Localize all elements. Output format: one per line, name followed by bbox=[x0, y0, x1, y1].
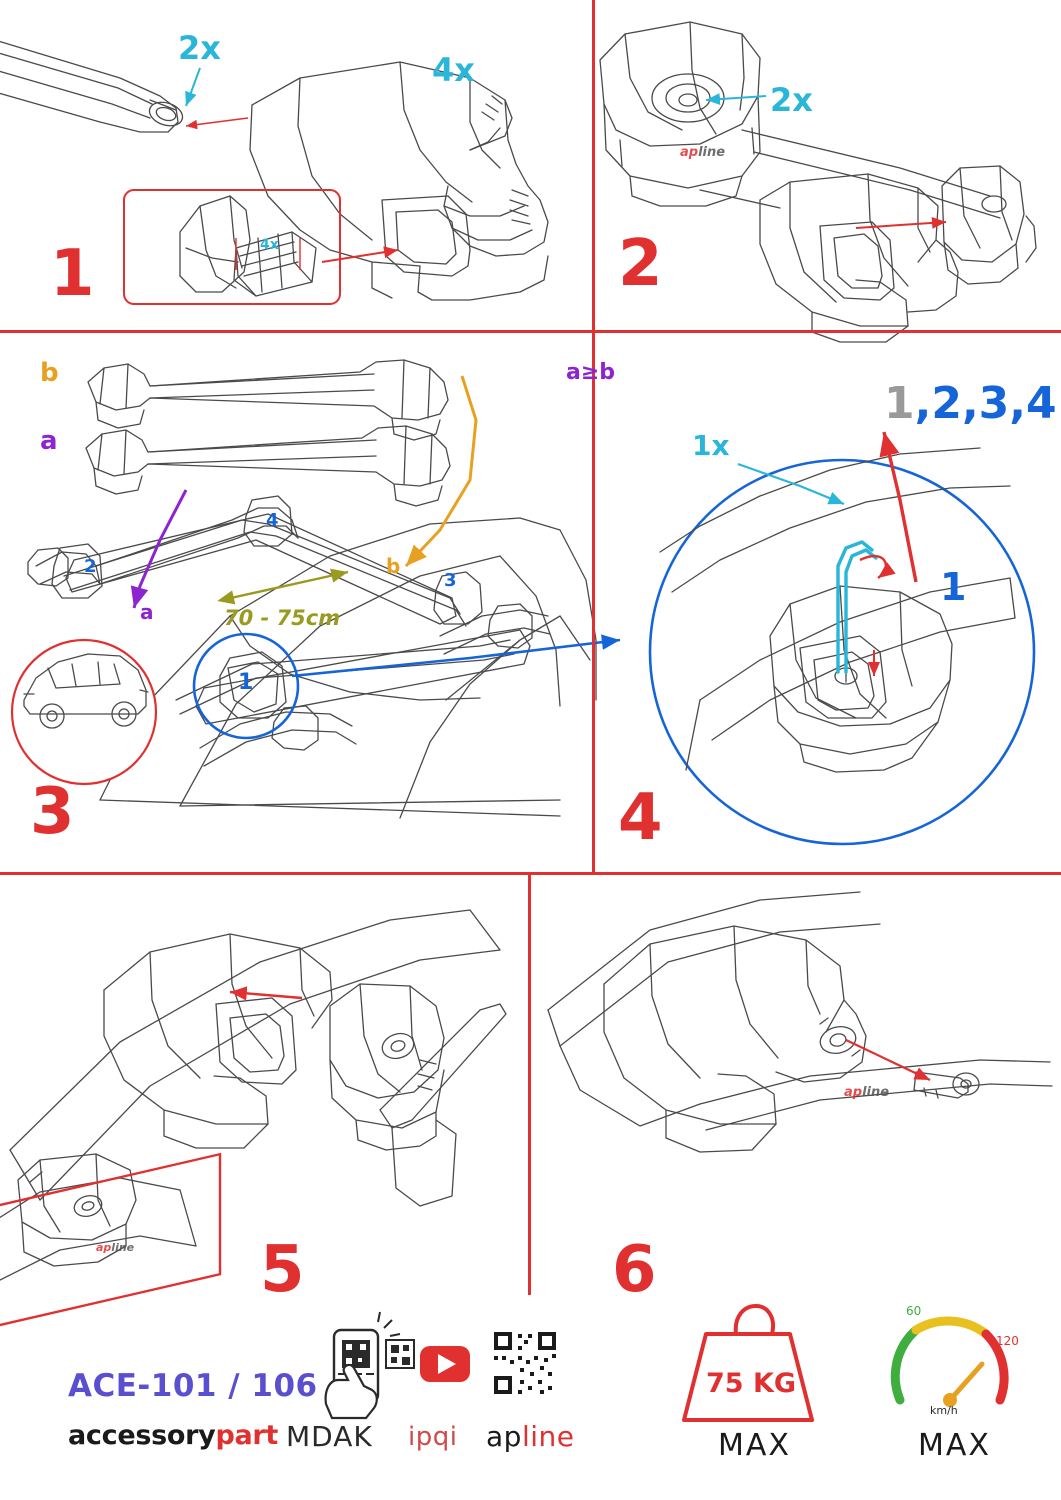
label-bar-b-callout: b bbox=[386, 554, 401, 578]
brand-apline-b: line bbox=[521, 1420, 575, 1453]
brand-ipqi: ipqi bbox=[408, 1422, 458, 1452]
max-speed-caption: MAX bbox=[918, 1428, 991, 1463]
step-number-6: 6 bbox=[612, 1233, 656, 1307]
sequence-part-sep: , bbox=[914, 378, 932, 429]
label-tightening-sequence bbox=[884, 378, 1057, 429]
label-key-quantity: 1x bbox=[692, 429, 730, 462]
label-bar-a: a bbox=[40, 426, 58, 456]
divider-row1 bbox=[0, 330, 1061, 333]
brand-accessorypart-a: accessory bbox=[68, 1420, 216, 1451]
label-tighten-current: 1 bbox=[940, 565, 967, 609]
step-number-4: 4 bbox=[618, 781, 662, 855]
label-bar-spacing: 70 - 75cm bbox=[224, 606, 341, 630]
step-number-3: 3 bbox=[30, 775, 74, 849]
divider-col-row1 bbox=[592, 0, 595, 330]
youtube-icon bbox=[420, 1346, 470, 1382]
brand-apline bbox=[486, 1420, 574, 1453]
label-pad-quantity: 4x bbox=[260, 237, 279, 253]
max-weight-caption: MAX bbox=[718, 1428, 791, 1463]
foot-logo-step2: apline bbox=[680, 145, 726, 160]
brand-accessorypart bbox=[68, 1420, 278, 1451]
divider-col-row3 bbox=[528, 875, 531, 1295]
label-bar-a-callout: a bbox=[140, 600, 154, 624]
qr-scan-hand-icon bbox=[326, 1312, 414, 1418]
step-number-5: 5 bbox=[260, 1233, 304, 1307]
step-number-2: 2 bbox=[618, 227, 662, 301]
label-height-condition: a≥b bbox=[566, 360, 616, 385]
divider-col-row2 bbox=[592, 333, 595, 872]
foot-logo-step6: apline bbox=[844, 1085, 890, 1100]
foot-logo-step5-inset: apline bbox=[96, 1241, 135, 1254]
brand-mdak: MDAK bbox=[286, 1420, 373, 1453]
label-position-4: 4 bbox=[266, 510, 279, 531]
speedometer-icon bbox=[895, 1321, 1004, 1407]
speed-scale-max: 120 bbox=[996, 1334, 1019, 1348]
sequence-part-rest: 2,3,4 bbox=[931, 378, 1057, 429]
brand-apline-a: ap bbox=[486, 1420, 522, 1453]
label-endcap-quantity: 2x bbox=[178, 29, 221, 67]
label-screw-quantity: 2x bbox=[770, 81, 813, 119]
label-bar-b: b bbox=[40, 358, 59, 388]
speed-scale-min: 60 bbox=[906, 1304, 922, 1318]
label-position-1: 1 bbox=[238, 670, 254, 695]
brand-accessorypart-b: part bbox=[215, 1420, 279, 1451]
qr-code-icon bbox=[494, 1332, 556, 1394]
speed-unit-label: km/h bbox=[930, 1404, 958, 1417]
max-weight-value: 75 KG bbox=[706, 1368, 797, 1399]
label-position-3: 3 bbox=[444, 570, 457, 591]
sequence-part-1: 1 bbox=[884, 378, 915, 429]
model-label: ACE-101 / 106 bbox=[68, 1368, 318, 1404]
step-number-1: 1 bbox=[50, 237, 94, 311]
label-foot-quantity: 4x bbox=[432, 51, 475, 89]
label-position-2: 2 bbox=[84, 556, 97, 577]
weight-icon bbox=[684, 1306, 812, 1420]
